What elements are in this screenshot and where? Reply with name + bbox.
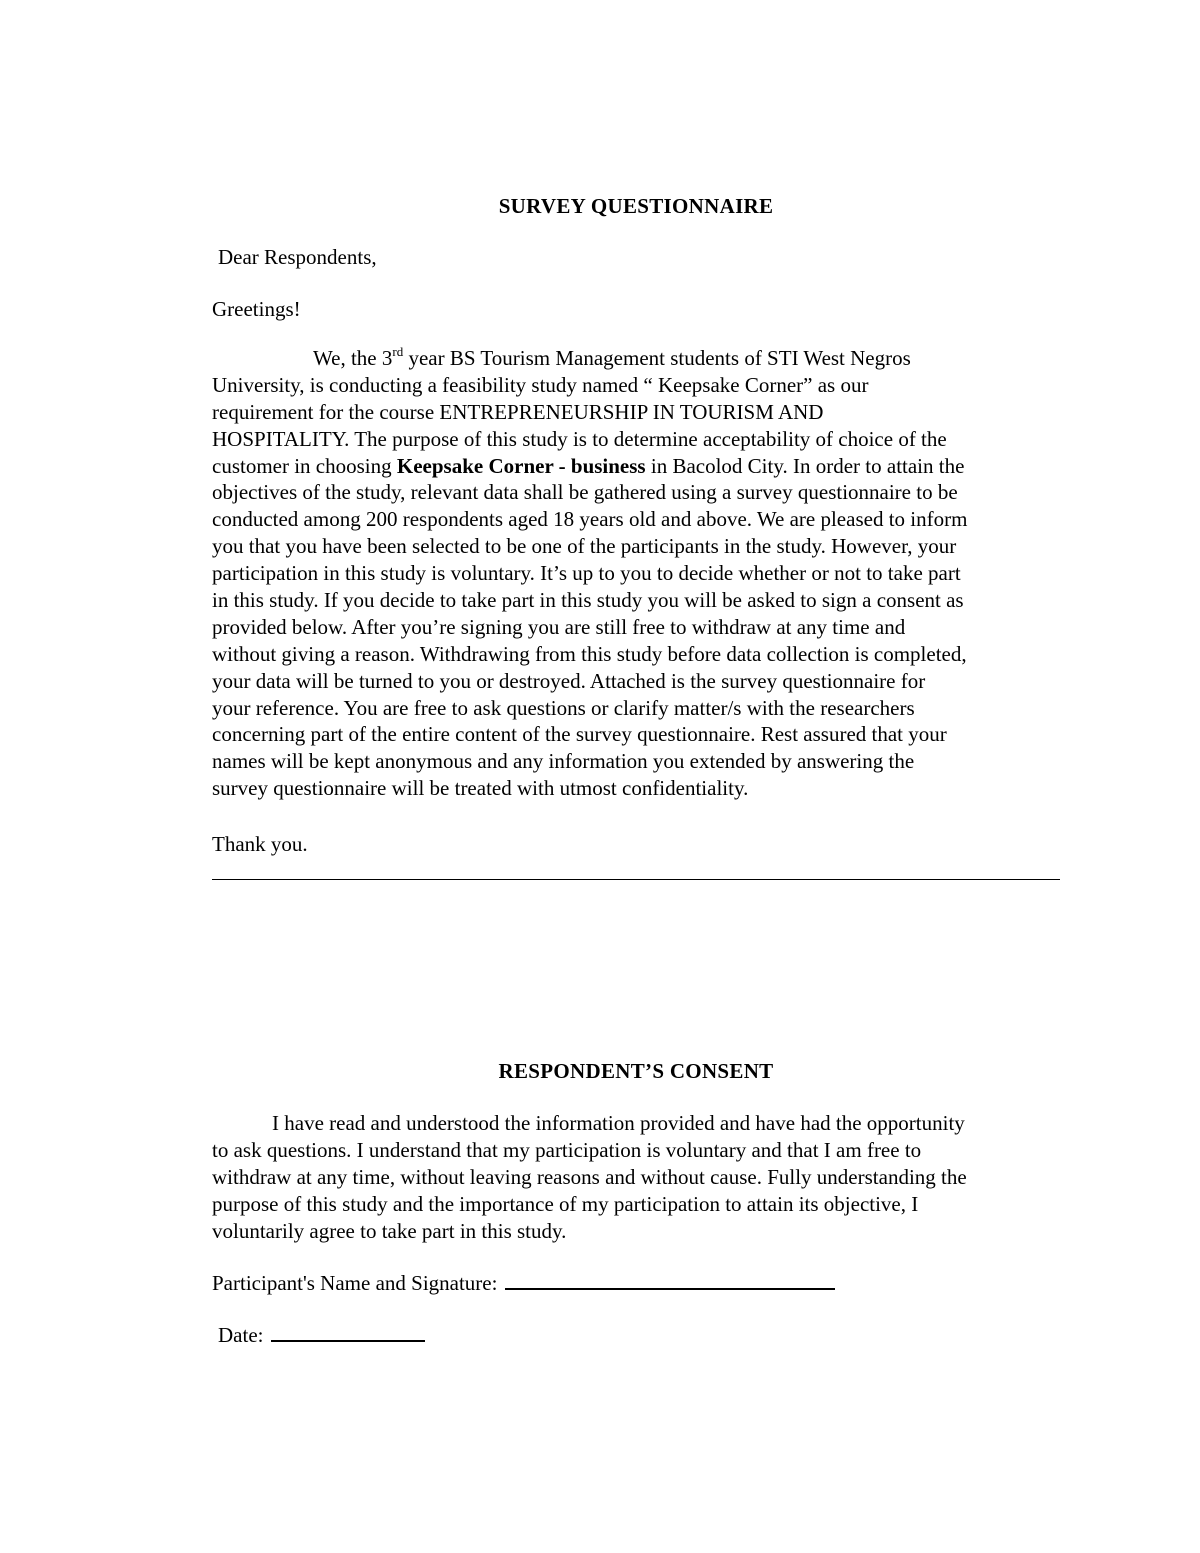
intro-line: provided below. After you’re signing you are still free to withdraw at any time and [212, 614, 906, 639]
intro-line: requirement for the course ENTREPRENEURSHIP IN TOURISM AND [212, 399, 824, 424]
signature-row [212, 1268, 835, 1296]
consent-line: voluntarily agree to take part in this study. [212, 1218, 567, 1243]
intro-line: in this study. If you decide to take part in this study you will be asked to sign a consent as [212, 588, 964, 613]
consent-line: purpose of this study and the importance of my participation to attain its objective, I [212, 1191, 919, 1216]
intro-line: without giving a reason. Withdrawing from this study before data collection is completed, [212, 641, 967, 666]
consent-paragraph [212, 1110, 1060, 1244]
intro-paragraph [212, 345, 1060, 802]
intro-line: your reference. You are free to ask questions or clarify matter/s with the researchers [212, 695, 915, 720]
survey-title: SURVEY QUESTIONNAIRE [498, 194, 774, 218]
intro-line: your data will be turned to you or destroyed. Attached is the survey questionnaire for [212, 668, 926, 693]
salutation: Dear Respondents, [218, 245, 377, 269]
consent-title: RESPONDENT’S CONSENT [498, 1059, 774, 1083]
closing: Thank you. [212, 832, 308, 856]
intro-line: you that you have been selected to be one of the participants in the study. However, your [212, 534, 957, 559]
consent-line: withdraw at any time, without leaving reasons and without cause. Fully understanding the [212, 1164, 967, 1189]
intro-line: University, is conducting a feasibility study named “ Keepsake Corner” as our [212, 372, 869, 397]
intro-line: customer in choosing Keepsake Corner - business in Bacolod City. In order to attain the [212, 453, 965, 478]
greeting: Greetings! [212, 297, 301, 321]
section-divider [212, 879, 1060, 880]
intro-line: concerning part of the entire content of the survey questionnaire. Rest assured that your [212, 722, 947, 747]
business-name: Keepsake Corner - business [396, 453, 646, 478]
date-label: Date: [218, 1323, 264, 1347]
intro-line: survey questionnaire will be treated with utmost confidentiality. [212, 776, 749, 801]
signature-field[interactable] [505, 1268, 835, 1290]
intro-line: conducted among 200 respondents aged 18 years old and above. We are pleased to inform [212, 507, 968, 532]
intro-line: participation in this study is voluntary. It’s up to you to decide whether or not to take part [212, 561, 961, 586]
intro-line: names will be kept anonymous and any information you extended by answering the [212, 749, 915, 774]
intro-line: HOSPITALITY. The purpose of this study is to determine acceptability of choice of the [212, 426, 947, 451]
consent-line: to ask questions. I understand that my participation is voluntary and that I am free to [212, 1137, 922, 1162]
intro-line: We, the 3rd year BS Tourism Management students of STI West Negros [313, 344, 911, 370]
date-row [218, 1320, 425, 1348]
intro-line: objectives of the study, relevant data shall be gathered using a survey questionnaire to be [212, 480, 958, 505]
consent-line: I have read and understood the information provided and have had the opportunity [272, 1111, 965, 1135]
date-field[interactable] [271, 1320, 425, 1342]
signature-label: Participant's Name and Signature: [212, 1271, 498, 1295]
